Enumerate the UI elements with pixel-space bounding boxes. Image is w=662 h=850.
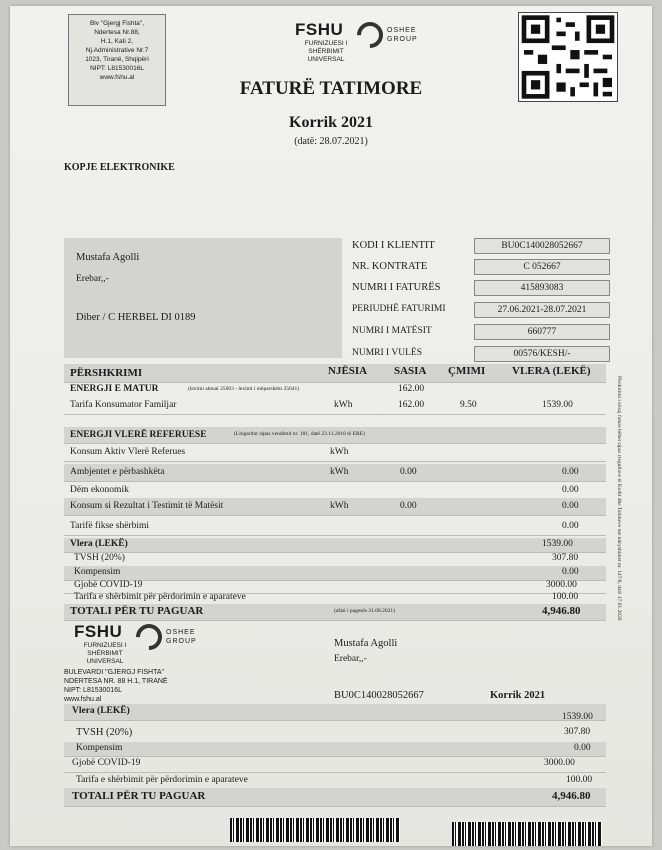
field-label: PERIUDHË FATURIMI	[352, 304, 446, 314]
stub-total-label: TVSH (20%)	[76, 727, 133, 738]
total-value: 0.00	[562, 567, 579, 577]
stub-total-label: Kompensim	[76, 743, 123, 753]
logo-mark-icon	[352, 17, 389, 54]
ref-row-qty: 0.00	[400, 501, 417, 511]
tariff-price: 9.50	[460, 400, 477, 410]
stub-total-value: 0.00	[574, 743, 591, 753]
customer-area: Erebar,,-	[76, 274, 109, 284]
stub-address-line: www.fshu.al	[64, 696, 102, 703]
client-code-value: BU0C140028052667	[474, 238, 610, 254]
col-description: PËRSHKRIMI	[70, 367, 143, 379]
stub-total-row	[64, 772, 606, 789]
logo-name: FSHU	[74, 622, 123, 641]
col-unit: NJËSIA	[328, 365, 368, 377]
copy-label: KOPJE ELEKTRONIKE	[64, 162, 175, 173]
address-line: Blv "Gjergj Fishta",	[89, 20, 145, 27]
total-row	[64, 538, 606, 553]
ref-row-value: 0.00	[562, 501, 579, 511]
stub-total-row	[64, 756, 606, 773]
total-row	[64, 566, 606, 581]
stub-total-row	[64, 704, 606, 721]
stub-total-row	[64, 742, 606, 757]
col-price: ÇMIMI	[448, 365, 486, 377]
energy-measured-note: (leximi aktual 25003 - leximi i mëparshëm 25641)	[188, 386, 300, 392]
address-line: 1023, Tiranë, Shqipëri	[85, 56, 149, 63]
logo-mark-icon	[131, 619, 168, 656]
barcode-left	[230, 818, 400, 842]
side-note: Përdorimi i kësaj fature bëhet sipas rregullave të Kodit dhe Tatimeve me ndryshimet nr. 147/8, datë 17.01.2020	[616, 376, 622, 621]
contract-number-value: C 052667	[474, 259, 610, 275]
stub-fshu-logo	[74, 622, 204, 665]
logo-group: OSHEE GROUP	[166, 629, 197, 645]
total-label: Tarifa e shërbimit për përdorimin e aparateve	[74, 592, 246, 602]
tariff-qty: 162.00	[398, 400, 425, 410]
ref-row-label: Konsum si Rezultat i Testimit të Matësit	[70, 501, 224, 511]
ref-row	[64, 444, 606, 462]
field-label: NUMRI I VULËS	[352, 348, 423, 358]
ref-row	[64, 498, 606, 516]
tariff-value: 1539.00	[542, 400, 573, 410]
ref-row-label: Tarifë fikse shërbimi	[70, 521, 150, 531]
address-line: Nj.Administrative Nr.7	[85, 47, 149, 54]
grand-total-value: 4,946.80	[542, 605, 581, 617]
ref-row-value: 0.00	[562, 467, 579, 477]
customer-location: Diber / C HERBEL DI 0189	[76, 312, 196, 323]
stub-grand-total-label: TOTALI PËR TU PAGUAR	[72, 790, 206, 802]
col-quantity: SASIA	[394, 365, 427, 377]
stub-customer-area: Erebar,,-	[334, 654, 367, 664]
stub-total-label: Gjobë COVID-19	[72, 758, 141, 768]
customer-block	[64, 238, 342, 358]
customer-name: Mustafa Agolli	[76, 252, 140, 263]
stub-grand-total-value: 4,946.80	[552, 790, 591, 802]
stub-total-label: Tarifa e shërbimit për përdorimin e aparateve	[76, 775, 248, 785]
stub-address-line: NDERTESA NR. 88 H.1, TIRANË	[64, 678, 168, 685]
stub-total-value: 3000.00	[544, 758, 575, 768]
logo-name: FSHU	[295, 20, 344, 39]
ref-row-unit: kWh	[330, 467, 349, 477]
grand-total-label: TOTALI PËR TU PAGUAR	[70, 605, 204, 617]
address-line: www.fshu.al	[99, 74, 135, 81]
invoice-period-title: Korrik 2021	[289, 114, 373, 131]
total-label: Vlera (LEKË)	[70, 539, 128, 549]
ref-row-label: Dëm ekonomik	[70, 485, 129, 495]
table-header	[64, 364, 606, 383]
stub-total-value: 100.00	[566, 775, 593, 785]
total-row	[64, 552, 606, 567]
stub-total-label: Vlera (LEKË)	[72, 706, 130, 716]
ref-row-label: Konsum Aktiv Vlerë Referues	[70, 447, 186, 457]
total-value: 307.80	[552, 553, 579, 563]
reference-energy-row	[64, 427, 606, 444]
total-label: Gjobë COVID-19	[74, 580, 143, 590]
total-value: 100.00	[552, 592, 579, 602]
total-label: TVSH (20%)	[74, 553, 125, 563]
logo-subtitle: FURNIZUESI I SHËRBIMIT UNIVERSAL	[304, 40, 348, 63]
barcode-right	[452, 822, 602, 846]
address-line: H.1, Kati 2,	[100, 38, 134, 45]
ref-row-qty: 0.00	[400, 467, 417, 477]
field-label: NR. KONTRATE	[352, 261, 428, 272]
ref-row	[64, 464, 606, 482]
stub-client-code: BU0C140028052667	[334, 690, 424, 701]
field-label: NUMRI I MATËSIT	[352, 326, 432, 336]
field-label: KODI I KLIENTIT	[352, 240, 435, 251]
reference-energy-label: ENERGJI VLERË REFERUESE	[70, 430, 207, 440]
stub-total-value: 1539.00	[562, 712, 593, 722]
col-value: VLERA (LEKË)	[512, 365, 591, 377]
stub-address	[64, 668, 168, 704]
total-value: 1539.00	[542, 539, 573, 549]
ref-row-value: 0.00	[562, 485, 579, 495]
stub-address-line: NIPT: L81530016L	[64, 687, 122, 694]
energy-measured-row	[64, 383, 606, 397]
invoice-paper	[10, 6, 652, 846]
seal-number-value: 00576/KESH/-	[474, 346, 610, 362]
grand-total-note: (afati i pagesës 31.08.2021)	[334, 608, 395, 614]
reference-energy-note: (Llogaritur sipas vendimit nr. 181, datë 23.11.2016 të ERE)	[234, 431, 365, 437]
stub-total-value: 307.80	[564, 727, 591, 737]
tariff-row	[64, 397, 606, 415]
ref-row-label: Ambjentet e përbashkëta	[70, 467, 165, 477]
address-line: NIPT: L81530016L	[90, 65, 144, 72]
invoice-title: FATURË TATIMORE	[239, 78, 423, 99]
tariff-unit: kWh	[334, 400, 353, 410]
logo-subtitle: FURNIZUESI I SHËRBIMIT UNIVERSAL	[83, 642, 127, 665]
billing-period-value: 27.06.2021-28.07.2021	[474, 302, 610, 318]
tariff-label: Tarifa Konsumator Familjar	[70, 400, 177, 410]
stub-grand-total-row	[64, 788, 606, 807]
invoice-date: (datë: 28.07.2021)	[294, 136, 368, 147]
grand-total-row	[64, 604, 606, 621]
stub-customer-name: Mustafa Agolli	[334, 638, 398, 649]
stub-total-row	[64, 724, 606, 743]
field-label: NUMRI I FATURËS	[352, 282, 441, 293]
energy-measured-label: ENERGJI E MATUR	[70, 384, 159, 394]
total-value: 3000.00	[546, 580, 577, 590]
meter-number-value: 660777	[474, 324, 610, 340]
stub-period: Korrik 2021	[490, 690, 546, 701]
ref-row-unit: kWh	[330, 447, 349, 457]
ref-row	[64, 518, 606, 536]
stub-address-line: BULEVARDI "GJERGJ FISHTA"	[64, 669, 165, 676]
ref-row-unit: kWh	[330, 501, 349, 511]
fshu-logo	[295, 20, 425, 63]
logo-group: OSHEE GROUP	[387, 27, 418, 43]
total-label: Kompensim	[74, 567, 121, 577]
ref-row-value: 0.00	[562, 521, 579, 531]
address-line: Ndertesa Nr.88,	[94, 29, 140, 36]
energy-measured-qty: 162.00	[398, 384, 425, 394]
invoice-number-value: 415893083	[474, 280, 610, 296]
